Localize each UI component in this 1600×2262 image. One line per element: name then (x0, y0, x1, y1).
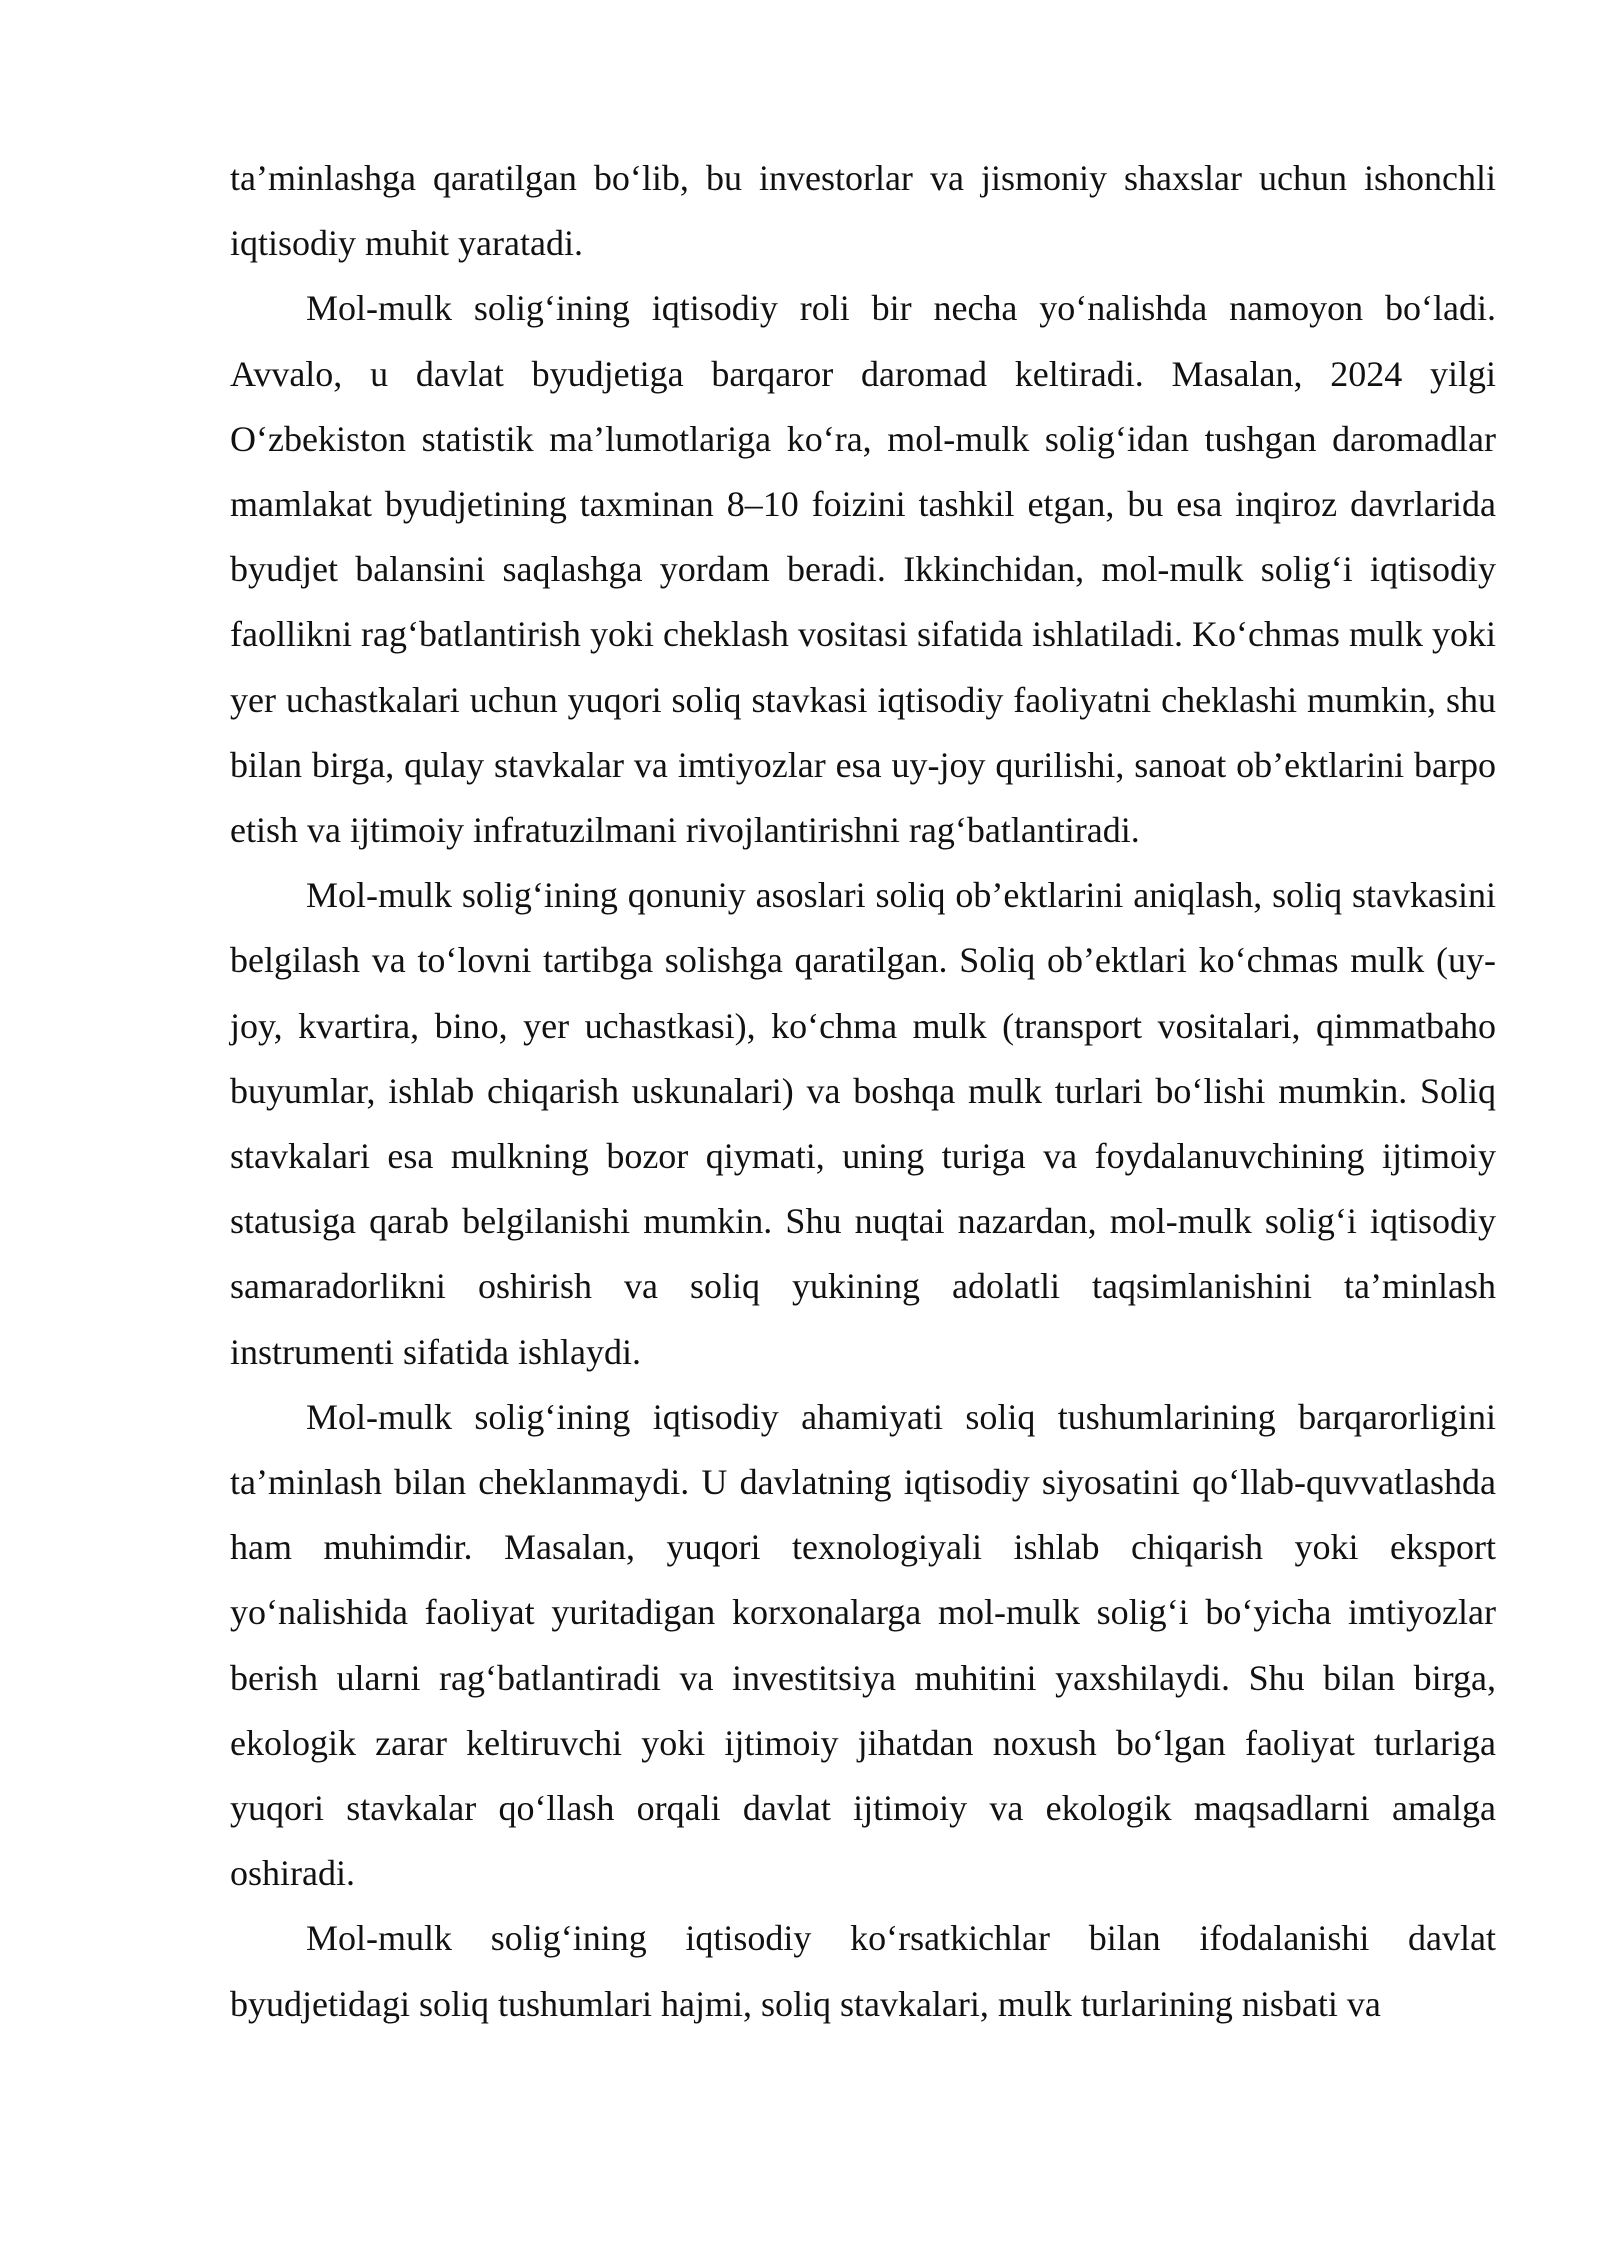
paragraph-legal-basis: Mol-mulk solig‘ining qonuniy asoslari soliq ob’ektlarini aniqlash, soliq stavkasini belgilash va to‘lovni tartibga solishga qaratilgan. Soliq ob’ektlari ko‘chmas mulk (uy-joy, kvartira, bino, yer uchastkasi), ko‘chma mulk (transport vositalari, qimmatbaho buyumlar, ishlab chiqarish uskunalari) va boshqa mulk turlari bo‘lishi mumkin. Soliq stavkalari esa mulkning bozor qiymati, uning turiga va foydalanuvchining ijtimoiy statusiga qarab belgilanishi mumkin. Shu nuqtai nazardan, mol-mulk solig‘i iqtisodiy samaradorlikni oshirish va soliq yukining adolatli taqsimlanishini ta’minlash instrumenti sifatida ishlaydi. (230, 875, 1496, 1372)
paragraph-economic-importance: Mol-mulk solig‘ining iqtisodiy ahamiyati soliq tushumlarining barqarorligini ta’minlash bilan cheklanmaydi. U davlatning iqtisodiy siyosatini qo‘llab-quvvatlashda ham muhimdir. Masalan, yuqori texnologiyali ishlab chiqarish yoki eksport yo‘nalishida faoliyat yuritadigan korxonalarga mol-mulk solig‘i bo‘yicha imtiyozlar berish ularni rag‘batlantiradi va investitsiya muhitini yaxshilaydi. Shu bilan birga, ekologik zarar keltiruvchi yoki ijtimoiy jihatdan noxush bo‘lgan faoliyat turlariga yuqori stavkalar qo‘llash orqali davlat ijtimoiy va ekologik maqsadlarni amalga oshiradi. (230, 1396, 1496, 1894)
paragraph-continuation: ta’minlashga qaratilgan bo‘lib, bu investorlar va jismoniy shaxslar uchun ishonchli iqtisodiy muhit yaratadi. (230, 158, 1496, 264)
paragraph-economic-role: Mol-mulk solig‘ining iqtisodiy roli bir necha yo‘nalishda namoyon bo‘ladi. Avvalo, u davlat byudjetiga barqaror daromad keltiradi. Masalan, 2024 yilgi O‘zbekiston statistik ma’lumotlariga ko‘ra, mol-mulk solig‘idan tushgan daromadlar mamlakat byudjetining taxminan 8–10 foizini tashkil etgan, bu esa inqiroz davrlarida byudjet balansini saqlashga yordam beradi. Ikkinchidan, mol-mulk solig‘i iqtisodiy faollikni rag‘batlantirish yoki cheklash vositasi sifatida ishlatiladi. Ko‘chmas mulk yoki yer uchastkalari uchun yuqori soliq stavkasi iqtisodiy faoliyatni cheklashi mumkin, shu bilan birga, qulay stavkalar va imtiyozlar esa uy-joy qurilishi, sanoat ob’ektlarini barpo etish va ijtimoiy infratuzilmani rivojlantirishni rag‘batlantiradi. (230, 288, 1496, 851)
paragraph-economic-indicators: Mol-mulk solig‘ining iqtisodiy ko‘rsatkichlar bilan ifodalanishi davlat byudjetidagi soliq tushumlari hajmi, soliq stavkalari, mulk turlarining nisbati va (230, 1918, 1496, 2024)
